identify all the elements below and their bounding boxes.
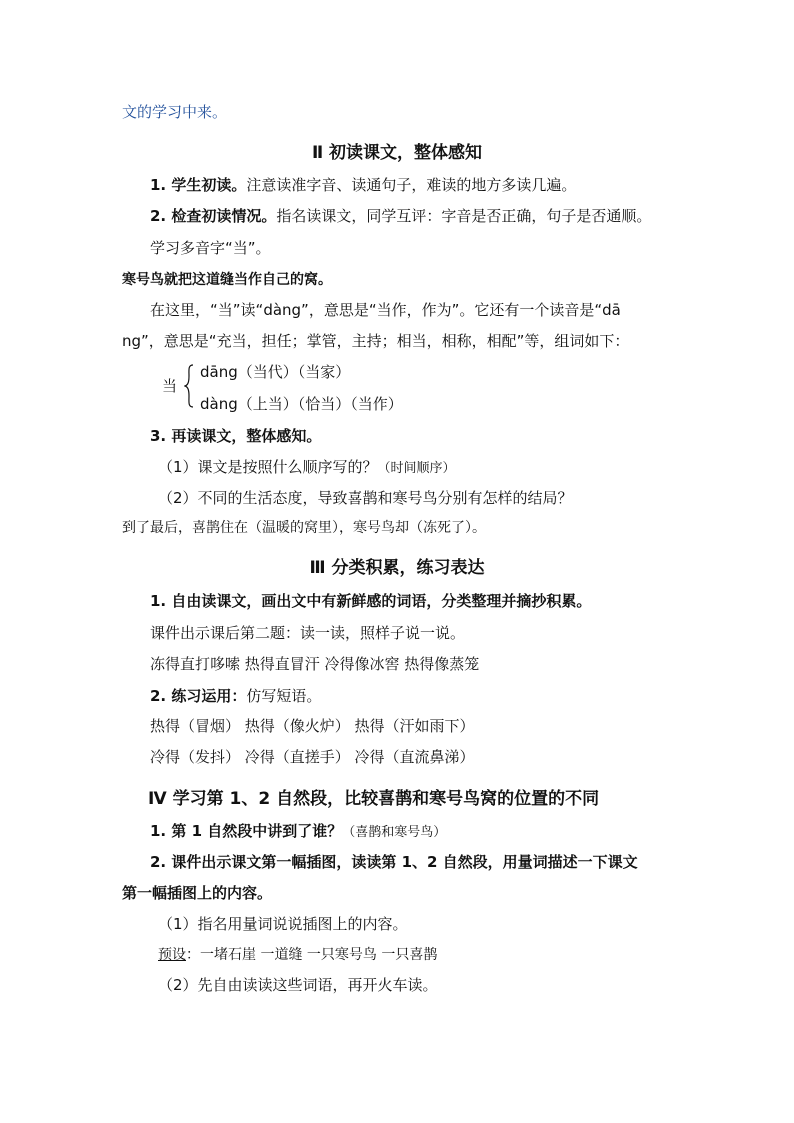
preset-label: 预设 <box>158 947 186 963</box>
step-4-1 <box>150 821 446 843</box>
step-3-2 <box>150 686 321 706</box>
substep-1: （1）指名用量词说说插图上的内容。 <box>158 915 408 933</box>
question-1 <box>158 457 456 479</box>
polyphone-intro: 学习多音字“当”。 <box>150 239 271 257</box>
step-3: 3. 再读课文，整体感知。 <box>150 427 322 445</box>
substep-2: （2）先自由读读这些词语，再开火车读。 <box>158 976 438 994</box>
step-2-title: 2. 检查初读情况。 <box>150 207 277 225</box>
preset <box>158 945 437 965</box>
section-heading-2: Ⅱ 初读课文，整体感知 <box>311 143 483 163</box>
paragraph-continuation: 文的学习中来。 <box>122 103 228 121</box>
step-4-2-line-2: 第一幅插图上的内容。 <box>122 884 273 902</box>
step-3-2-title: 2. 练习运用： <box>150 687 247 705</box>
explanation-line-2: ng”，意思是“充当，担任；掌管，主持；相当，相称，相配”等，组词如下： <box>122 332 630 350</box>
phrase-examples: 冻得直打哆嗦 热得直冒汗 冷得像冰窖 热得像蒸笼 <box>150 655 480 673</box>
question-1-text: （1）课文是按照什么顺序写的？ <box>158 458 378 476</box>
courseware-prompt: 课件出示课后第二题：读一读，照样子说一说。 <box>150 624 466 642</box>
brace-icon <box>184 364 194 408</box>
reading-dang-2: dàng（上当）（恰当）（当作） <box>200 395 403 413</box>
example-sentence: 寒号鸟就把这道缝当作自己的窝。 <box>122 272 332 288</box>
question-1-answer: （时间顺序） <box>377 461 456 476</box>
step-1-text: 注意读准字音、读通句子，难读的地方多读几遍。 <box>246 176 577 194</box>
step-4-1-answer: （喜鹊和寒号鸟） <box>342 825 447 840</box>
step-1 <box>150 175 576 195</box>
question-2-answer: 到了最后，喜鹊住在（温暖的窝里），寒号鸟却（冻死了）。 <box>122 520 486 536</box>
reading-dang-1: dāng（当代）（当家） <box>200 363 351 381</box>
step-1-title: 1. 学生初读。 <box>150 176 247 194</box>
step-4-2-line-1: 2. 课件出示课文第一幅插图，读读第 1、2 自然段，用量词描述一下课文 <box>150 853 638 871</box>
step-4-1-text: 1. 第 1 自然段中讲到了谁？ <box>150 822 343 840</box>
explanation-line-1: 在这里，“当”读“dàng”，意思是“当作，作为”。它还有一个读音是“dā <box>150 301 621 319</box>
preset-words: ：一堵石崖 一道缝 一只寒号鸟 一只喜鹊 <box>186 947 438 963</box>
section-heading-4: Ⅳ 学习第 1、2 自然段，比较喜鹊和寒号鸟窝的位置的不同 <box>148 789 600 809</box>
question-2: （2）不同的生活态度，导致喜鹊和寒号鸟分别有怎样的结局？ <box>158 489 573 507</box>
step-2 <box>150 206 651 226</box>
practice-hot: 热得（冒烟） 热得（像火炉） 热得（汗如雨下） <box>150 717 475 735</box>
section-heading-3: Ⅲ 分类积累，练习表达 <box>309 558 485 578</box>
polyphone-char: 当 <box>162 377 178 395</box>
step-3-2-text: 仿写短语。 <box>246 687 322 705</box>
practice-cold: 冷得（发抖） 冷得（直搓手） 冷得（直流鼻涕） <box>150 748 475 766</box>
step-3-1: 1. 自由读课文，画出文中有新鲜感的词语，分类整理并摘抄积累。 <box>150 592 592 610</box>
step-2-text: 指名读课文，同学互评：字音是否正确，句子是否通顺。 <box>276 207 652 225</box>
